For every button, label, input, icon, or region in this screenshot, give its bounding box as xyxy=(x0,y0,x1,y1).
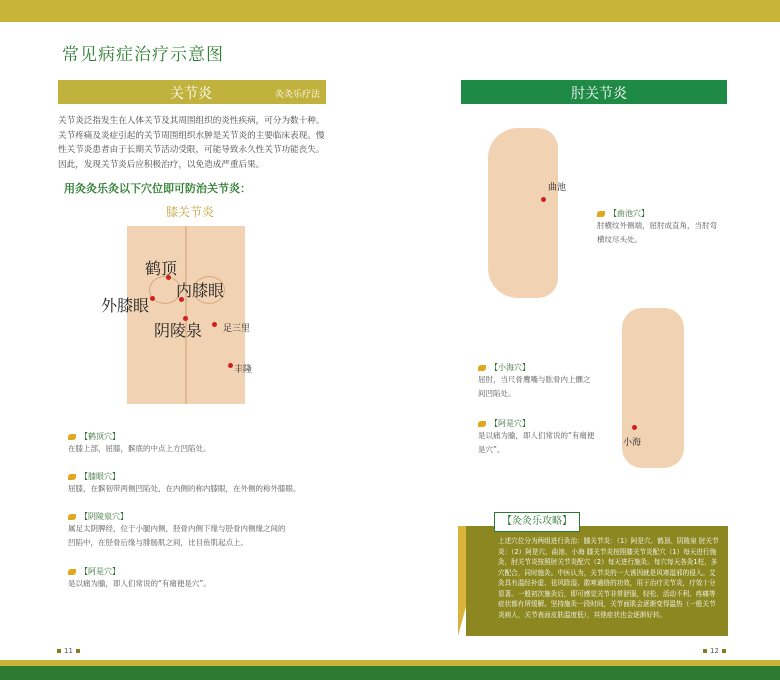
quchi-label: 曲池 xyxy=(548,183,567,193)
fenglong-point xyxy=(228,363,233,368)
waixiyan-point xyxy=(150,296,155,301)
quchi-point xyxy=(541,197,546,202)
zusanli-point xyxy=(212,322,217,327)
heding-label: 鹤顶 xyxy=(145,259,178,278)
page-number-left: 11 xyxy=(54,647,83,655)
left-section-header xyxy=(58,80,326,104)
neixiyan-label: 内膝眼 xyxy=(176,281,225,300)
top-bar xyxy=(0,0,780,22)
acupoint-entry: 【鹤顶穴】 在膝上部，屈膝，髌底的中点上方凹陷处。 xyxy=(68,432,211,453)
acupoint-entry: 【小海穴】 屈肘，当尺骨鹰嘴与肱骨内上髁之间凹陷处。 xyxy=(478,363,591,398)
bullet-icon xyxy=(68,434,76,440)
bullet-icon xyxy=(478,421,486,427)
acupoint-entry: 【阿是穴】 是以痛为腧，即人们常说的“有痛便是穴”。 xyxy=(478,419,595,454)
bullet-icon xyxy=(68,569,76,575)
knee-title: 膝关节炎 xyxy=(166,205,215,219)
section-title: 肘关节炎 xyxy=(571,86,627,102)
acupoint-entry: 【膝眼穴】 屈膝，在髌韧带两侧凹陷处，在内侧的称内膝眼，在外侧的称外膝眼。 xyxy=(68,472,301,493)
section-title: 关节炎 xyxy=(170,86,212,102)
strategy-text: 上述穴位分为两组进行灸治：膝关节炎：（1）阿是穴、鹤顶、阴陵泉 肘关节炎：（2）阿是穴、曲池、小海 膝关节炎按照膝关节炎配穴（1）每天进行施灸，肘关节炎按照肘关节炎配穴（2）每天进行施灸。每穴每天各灸1柱，多穴配合，同时施灸。中医认为，关节炎的一大诱因就是风寒湿邪的侵入。艾灸具有温经补虚、祛风除湿、散寒通络的功效，用于治疗关节炎，疗效十分显著。一般初次施灸后，即可感觉关节非常舒服，轻松、活动不利、疼痛等症状都有所缓解。坚持施灸一段时间，关节面肌会逐渐变得温热（一般关节炎病人，关节表面皮肤温度低），其他症状也会逐渐好转。 xyxy=(498,537,719,619)
acupoint-entry: 【阿是穴】 是以痛为腧，即人们常说的“有痛便是穴”。 xyxy=(68,567,211,588)
right-section-header xyxy=(461,80,727,104)
subheading: 用灸灸乐灸以下穴位即可防治关节炎： xyxy=(64,182,251,195)
intro-paragraph: 关节炎泛指发生在人体关节及其周围组织的炎性疾病，可分为数十种。关节疼痛及炎症引起的关节周围组织水肿是关节炎的主要临床表现。慢性关节炎患者由于长期关节活动受限，可能导致永久性关节功能丧失。因此，发现关节炎后应积极治疗，以免造成严重后果。 xyxy=(58,116,325,170)
page-number-right: 12 xyxy=(700,647,729,655)
xiaohai-label: 小海 xyxy=(623,438,642,448)
waixiyan-label: 外膝眼 xyxy=(101,296,150,315)
section-subtitle: 灸灸乐疗法 xyxy=(274,90,320,100)
arm-illustration xyxy=(488,128,558,298)
zusanli-label: 足三里 xyxy=(223,324,251,334)
page-title: 常见病症治疗示意图 xyxy=(62,45,224,65)
bullet-icon xyxy=(478,365,486,371)
bottom-bar xyxy=(0,666,780,680)
yinlingquan-label: 阴陵泉 xyxy=(154,321,203,340)
strategy-title: 【灸灸乐攻略】 xyxy=(494,512,580,532)
xiaohai-point xyxy=(632,425,637,430)
bullet-icon xyxy=(68,474,76,480)
bullet-icon xyxy=(597,211,605,217)
fenglong-label: 丰隆 xyxy=(234,365,253,375)
acupoint-entry: 【阴陵泉穴】 属足太阴脾经，位于小腿内侧，胫骨内侧下缘与胫骨内侧缘之间的凹陷中，在胫骨后缘与腓肠肌之间，比目鱼肌起点上。 xyxy=(68,512,286,547)
acupoint-entry: 【曲池穴】 肘横纹外侧端，屈肘成直角，当肘弯横纹尽头处。 xyxy=(597,209,717,244)
bullet-icon xyxy=(68,514,76,520)
